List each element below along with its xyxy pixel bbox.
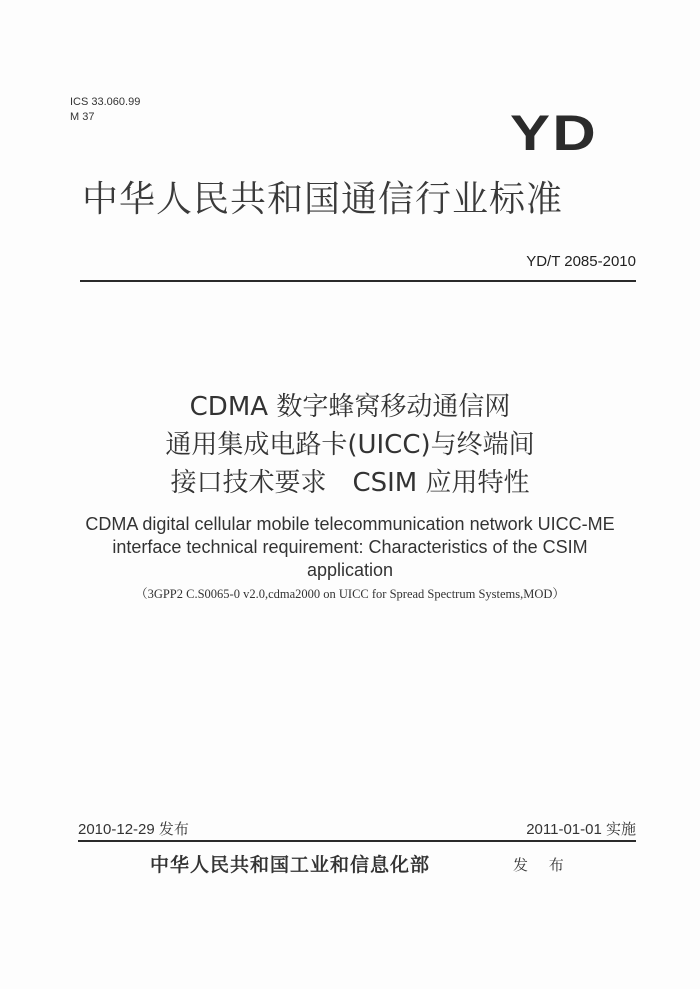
chinese-title-line: CDMA 数字蜂窝移动通信网 <box>189 392 511 422</box>
publish-action: 发 布 <box>513 856 572 874</box>
ics-code: ICS 33.060.99 <box>70 96 141 108</box>
english-title <box>0 513 700 582</box>
english-title-line: interface technical requirement: Characteristics of the CSIM <box>112 537 588 557</box>
english-title-line: CDMA digital cellular mobile telecommunication network UICC-ME <box>85 514 615 534</box>
implementation-date: 2011-01-01 实施 <box>526 821 636 838</box>
english-title-line: application <box>306 560 394 580</box>
chinese-title <box>0 388 700 502</box>
yd-logo: YD <box>510 105 599 161</box>
header-divider <box>80 280 636 282</box>
ccs-code: M 37 <box>70 111 95 123</box>
classification-codes <box>70 95 140 125</box>
issue-date: 2010-12-29 发布 <box>78 821 189 838</box>
publisher-name: 中华人民共和国工业和信息化部 <box>150 854 431 876</box>
chinese-title-line: 接口技术要求 CSIM 应用特性 <box>170 468 530 498</box>
equivalence-note: （3GPP2 C.S0065-0 v2.0,cdma2000 on UICC for Spread Spectrum Systems,MOD） <box>135 587 565 601</box>
standard-number: YD/T 2085-2010 <box>526 253 636 270</box>
footer-divider <box>78 840 636 842</box>
standard-type-title: 中华人民共和国通信行业标准 <box>82 179 564 220</box>
chinese-title-line: 通用集成电路卡(UICC)与终端间 <box>165 430 535 460</box>
